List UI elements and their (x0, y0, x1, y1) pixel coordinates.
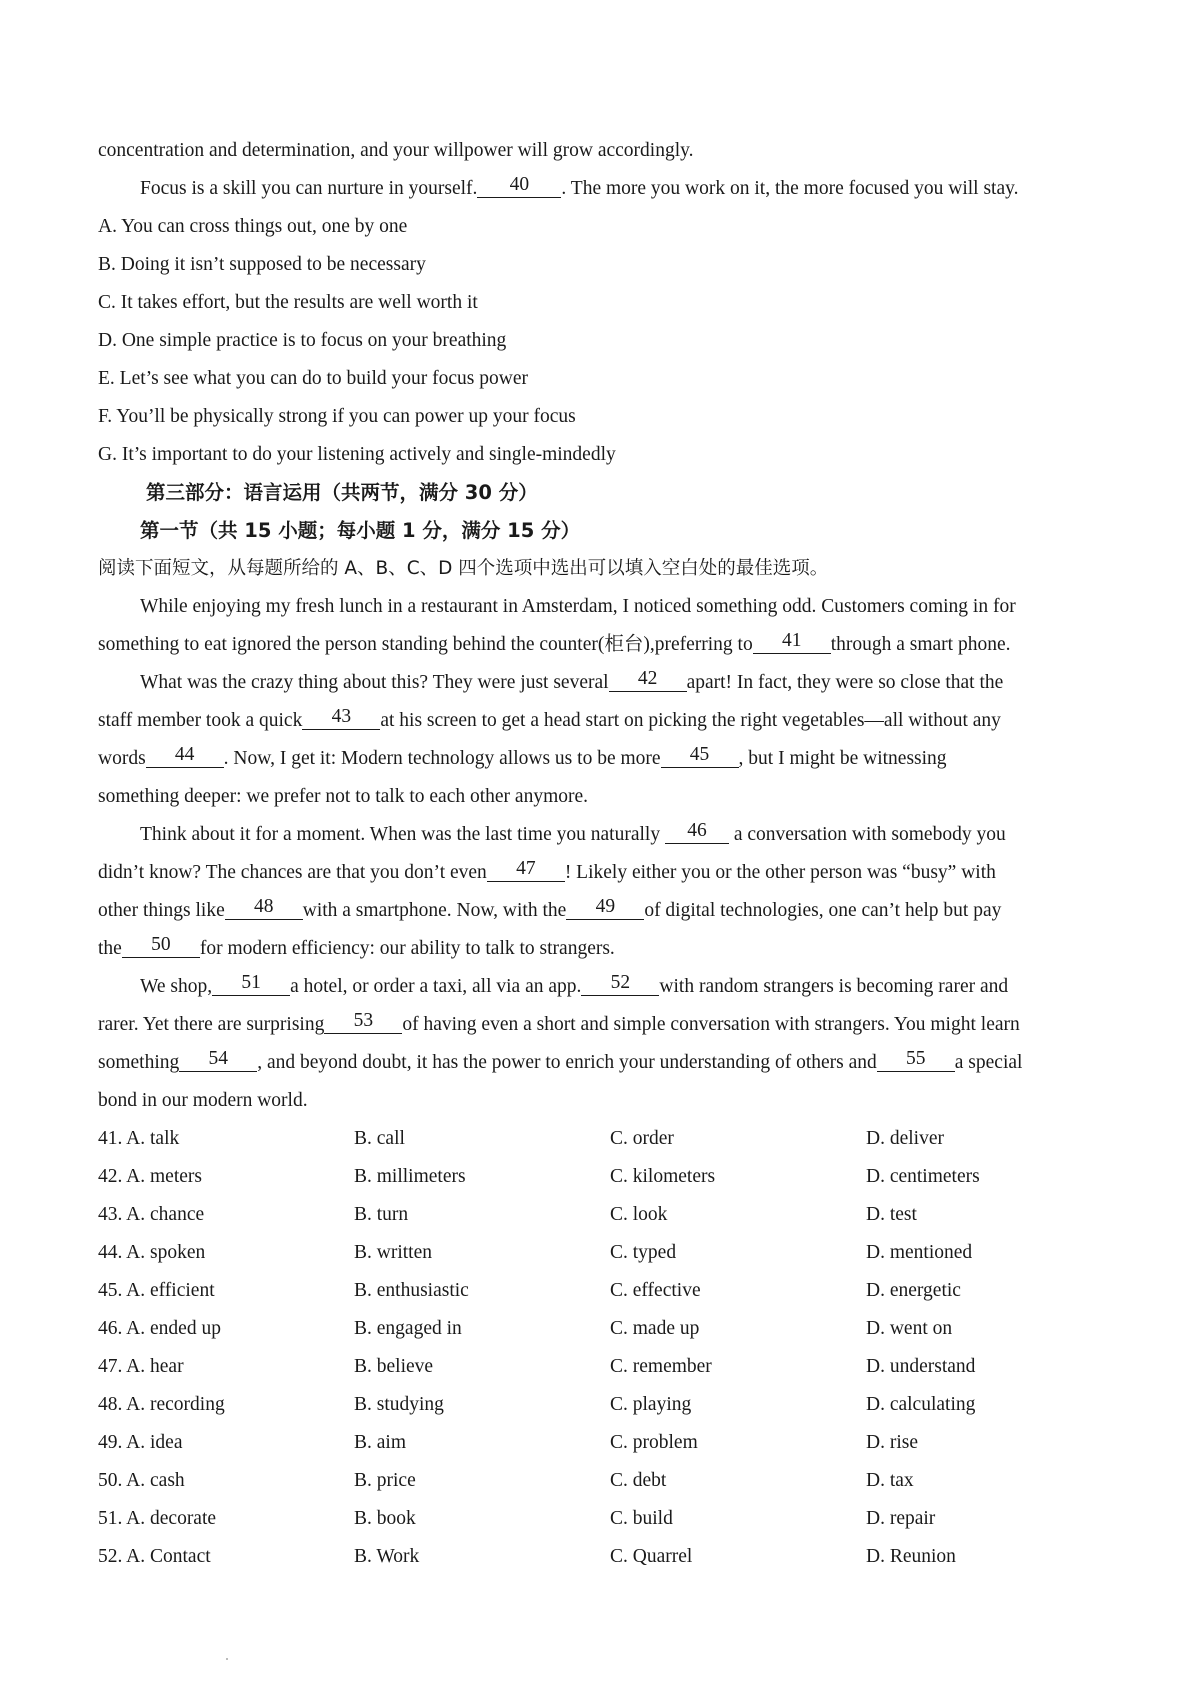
option-b: B. Doing it isn’t supposed to be necessary (98, 254, 426, 275)
answer-blank-53: 53 (324, 1009, 402, 1034)
option-g: G. It’s important to do your listening actively and single-mindedly (98, 444, 616, 465)
option-b: B. Work (354, 1546, 420, 1567)
text-segment: What was the crazy thing about this? They were just several (140, 672, 609, 693)
text-segment: a conversation with somebody you (733, 824, 1006, 845)
question-options-46 (98, 1310, 1113, 1348)
passage-line (98, 626, 1113, 664)
option-c: C. playing (610, 1394, 692, 1415)
text-segment: with a smartphone. Now, with the (302, 900, 567, 921)
answer-blank-52: 52 (581, 971, 659, 996)
option-c: C. Quarrel (610, 1546, 693, 1567)
option-c: C. remember (610, 1356, 712, 1377)
question-options-48 (98, 1386, 1113, 1424)
option-a: 42. A. meters (98, 1166, 202, 1187)
scan-dot (226, 1658, 228, 1660)
option-a: A. You can cross things out, one by one (98, 216, 408, 237)
option-c: C. problem (610, 1432, 698, 1453)
text-segment: through a smart phone. (830, 634, 1011, 655)
text-segment: ! Likely either you or the other person was “busy” with (564, 862, 996, 883)
subsection-title: 第一节（共 15 小题；每小题 1 分，满分 15 分） (140, 519, 581, 542)
question-options-45 (98, 1272, 1113, 1310)
text-segment: with random strangers is becoming rarer and (659, 976, 1009, 997)
text-segment: something (98, 1052, 180, 1073)
answer-blank-43: 43 (302, 705, 380, 730)
section-title: 第三部分：语言运用（共两节，满分 30 分） (146, 481, 538, 504)
answer-blank-41: 41 (753, 629, 831, 654)
option-b: B. aim (354, 1432, 406, 1453)
option-d: D. went on (866, 1318, 953, 1339)
answer-blank-54: 54 (179, 1047, 257, 1072)
text-segment: the (98, 938, 122, 959)
option-b: B. price (354, 1470, 416, 1491)
option-d: D. calculating (866, 1394, 976, 1415)
text-segment: . The more you work on it, the more focused you will stay. (561, 178, 1019, 199)
option-a: 52. A. Contact (98, 1546, 211, 1567)
text-segment: a special (954, 1052, 1023, 1073)
text-segment: something to eat ignored the person standing behind the counter(柜台),preferring to (98, 634, 753, 655)
option-c: C. build (610, 1508, 673, 1529)
text-segment: Think about it for a moment. When was the last time you naturally (140, 824, 661, 845)
answer-blank-48: 48 (225, 895, 303, 920)
text-segment: didn’t know? The chances are that you don’t even (98, 862, 487, 883)
passage-line (98, 1044, 1113, 1082)
text-segment: . Now, I get it: Modern technology allows us to be more (223, 748, 661, 769)
text-segment: other things like (98, 900, 225, 921)
text-segment: , but I might be witnessing (738, 748, 947, 769)
option-f: F. You’ll be physically strong if you can power up your focus (98, 406, 576, 427)
passage-line (98, 816, 1113, 854)
question-options-52 (98, 1538, 1113, 1576)
passage-line (98, 702, 1113, 740)
option-a: 46. A. ended up (98, 1318, 221, 1339)
option-a: 48. A. recording (98, 1394, 225, 1415)
option-d: D. rise (866, 1432, 918, 1453)
option-b: B. turn (354, 1204, 409, 1225)
question-options-51 (98, 1500, 1113, 1538)
question-options-50 (98, 1462, 1113, 1500)
question-40-paragraph (98, 170, 1113, 208)
text-segment: at his screen to get a head start on picking the right vegetables—all without any (380, 710, 1001, 731)
text-segment: We shop, (140, 976, 213, 997)
passage-line (98, 740, 1113, 778)
answer-blank-55: 55 (877, 1047, 955, 1072)
question-options-41 (98, 1120, 1113, 1158)
option-d: D. Reunion (866, 1546, 956, 1567)
option-d: D. understand (866, 1356, 976, 1377)
option-e: E. Let’s see what you can do to build your focus power (98, 368, 528, 389)
text-segment: of having even a short and simple conversation with strangers. You might learn (402, 1014, 1020, 1035)
option-b: B. engaged in (354, 1318, 462, 1339)
option-a: 41. A. talk (98, 1128, 180, 1149)
passage-line (98, 968, 1113, 1006)
option-c: C. kilometers (610, 1166, 716, 1187)
option-b: B. call (354, 1128, 405, 1149)
text-segment: Focus is a skill you can nurture in yourself. (140, 178, 478, 199)
option-b: B. believe (354, 1356, 434, 1377)
option-b: B. studying (354, 1394, 444, 1415)
text-segment: of digital technologies, one can’t help but pay (644, 900, 1002, 921)
option-d: D. repair (866, 1508, 936, 1529)
answer-blank-51: 51 (212, 971, 290, 996)
passage-line (98, 892, 1113, 930)
question-options-44 (98, 1234, 1113, 1272)
question-options-49 (98, 1424, 1113, 1462)
passage-continuation-line: concentration and determination, and your willpower will grow accordingly. (98, 140, 694, 161)
answer-blank-50: 50 (122, 933, 200, 958)
question-options-43 (98, 1196, 1113, 1234)
option-a: 51. A. decorate (98, 1508, 217, 1529)
option-d: D. test (866, 1204, 917, 1225)
answer-blank-49: 49 (566, 895, 644, 920)
question-options-42 (98, 1158, 1113, 1196)
option-d: D. tax (866, 1470, 914, 1491)
option-b: B. written (354, 1242, 432, 1263)
question-options-47 (98, 1348, 1113, 1386)
option-d: D. deliver (866, 1128, 944, 1149)
option-a: 49. A. idea (98, 1432, 183, 1453)
option-d: D. One simple practice is to focus on your breathing (98, 330, 507, 351)
option-b: B. enthusiastic (354, 1280, 469, 1301)
text-segment: rarer. Yet there are surprising (98, 1014, 325, 1035)
answer-blank-46: 46 (665, 819, 729, 844)
passage-line: something deeper: we prefer not to talk to each other anymore. (98, 786, 589, 807)
option-b: B. book (354, 1508, 416, 1529)
text-segment: words (98, 748, 146, 769)
text-segment: a hotel, or order a taxi, all via an app. (290, 976, 582, 997)
text-segment: for modern efficiency: our ability to talk to strangers. (199, 938, 615, 959)
option-c: C. order (610, 1128, 674, 1149)
option-a: 43. A. chance (98, 1204, 205, 1225)
option-b: B. millimeters (354, 1166, 466, 1187)
passage-line: bond in our modern world. (98, 1090, 308, 1111)
passage-line (98, 664, 1113, 702)
option-c: C. look (610, 1204, 668, 1225)
text-segment: staff member took a quick (98, 710, 303, 731)
option-a: 50. A. cash (98, 1470, 185, 1491)
option-a: 47. A. hear (98, 1356, 184, 1377)
passage-line: While enjoying my fresh lunch in a restaurant in Amsterdam, I noticed something odd. Customers coming in for (140, 596, 1016, 617)
option-a: 45. A. efficient (98, 1280, 215, 1301)
answer-blank-42: 42 (609, 667, 687, 692)
option-c: C. debt (610, 1470, 667, 1491)
passage-line (98, 1006, 1113, 1044)
answer-blank-47: 47 (487, 857, 565, 882)
passage-line (98, 854, 1113, 892)
text-segment: apart! In fact, they were so close that the (686, 672, 1004, 693)
option-c: C. It takes effort, but the results are well worth it (98, 292, 478, 313)
answer-blank-40: 40 (477, 173, 561, 198)
option-d: D. centimeters (866, 1166, 980, 1187)
answer-blank-45: 45 (661, 743, 739, 768)
option-d: D. mentioned (866, 1242, 973, 1263)
option-d: D. energetic (866, 1280, 961, 1301)
option-c: C. effective (610, 1280, 701, 1301)
page-content (98, 132, 1113, 1576)
instruction-text: 阅读下面短文，从每题所给的 A、B、C、D 四个选项中选出可以填入空白处的最佳选项。 (98, 558, 829, 579)
option-a: 44. A. spoken (98, 1242, 206, 1263)
text-segment: , and beyond doubt, it has the power to enrich your understanding of others and (257, 1052, 877, 1073)
answer-blank-44: 44 (146, 743, 224, 768)
option-c: C. typed (610, 1242, 677, 1263)
option-c: C. made up (610, 1318, 700, 1339)
passage-line (98, 930, 1113, 968)
